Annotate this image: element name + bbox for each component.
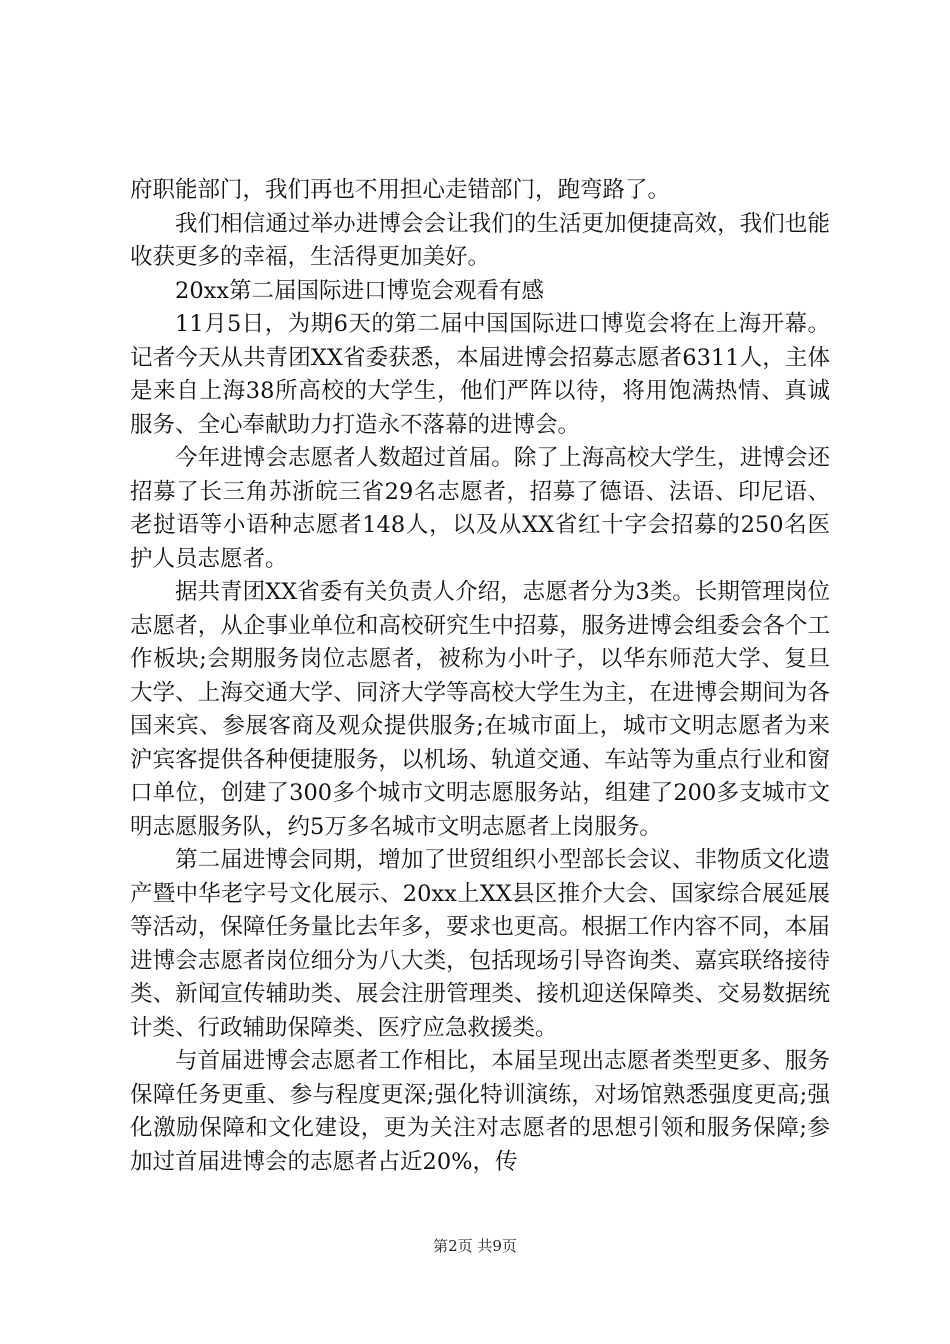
paragraph: 第二届进博会同期，增加了世贸组织小型部长会议、非物质文化遗产暨中华老字号文化展示、20xx上XX县区推介大会、国家综合展延展等活动，保障任务量比去年多，要求也更高。根据工作内容不同，本届进博会志愿者岗位细分为八大类，包括现场引导咨询类、嘉宾联络接待类、新闻宣传辅助类、展会注册管理类、接机迎送保障类、交易数据统计类、行政辅助保障类、医疗应急救援类。 bbox=[130, 847, 830, 1041]
document-body bbox=[130, 174, 830, 1179]
paragraph: 我们相信通过举办进博会会让我们的生活更加便捷高效，我们也能收获更多的幸福，生活得更加美好。 bbox=[130, 210, 830, 270]
paragraph: 据共青团XX省委有关负责人介绍，志愿者分为3类。长期管理岗位志愿者，从企事业单位和高校研究生中招募，服务进博会组委会各个工作板块;会期服务岗位志愿者，被称为小叶子，以华东师范大学、复旦大学、上海交通大学、同济大学等高校大学生为主，在进博会期间为各国来宾、参展客商及观众提供服务;在城市面上，城市文明志愿者为来沪宾客提供各种便捷服务，以机场、轨道交通、车站等为重点行业和窗口单位，创建了300多个城市文明志愿服务站，组建了200多支城市文明志愿服务队，约5万多名城市文明志愿者上岗服务。 bbox=[130, 579, 830, 840]
page-number-footer: 第2页 共9页 bbox=[433, 1237, 517, 1255]
paragraph-continuation: 府职能部门，我们再也不用担心走错部门，跑弯路了。 bbox=[130, 177, 671, 203]
paragraph: 与首届进博会志愿者工作相比，本届呈现出志愿者类型更多、服务保障任务更重、参与程度更深;强化特训演练，对场馆熟悉强度更高;强化激励保障和文化建设，更为关注对志愿者的思想引领和服务保障;参加过首届进博会的志愿者占近20%，传 bbox=[130, 1048, 830, 1175]
section-heading: 20xx第二届国际进口博览会观看有感 bbox=[175, 277, 545, 304]
paragraph: 今年进博会志愿者人数超过首届。除了上海高校大学生，进博会还招募了长三角苏浙皖三省29名志愿者，招募了德语、法语、印尼语、老挝语等小语种志愿者148人，以及从XX省红十字会招募的250名医护人员志愿者。 bbox=[130, 445, 830, 572]
paragraph: 11月5日，为期6天的第二届中国国际进口博览会将在上海开幕。记者今天从共青团XX省委获悉，本届进博会招募志愿者6311人，主体是来自上海38所高校的大学生，他们严阵以待，将用饱满热情、真诚服务、全心奉献助力打造永不落幕的进博会。 bbox=[130, 311, 830, 438]
